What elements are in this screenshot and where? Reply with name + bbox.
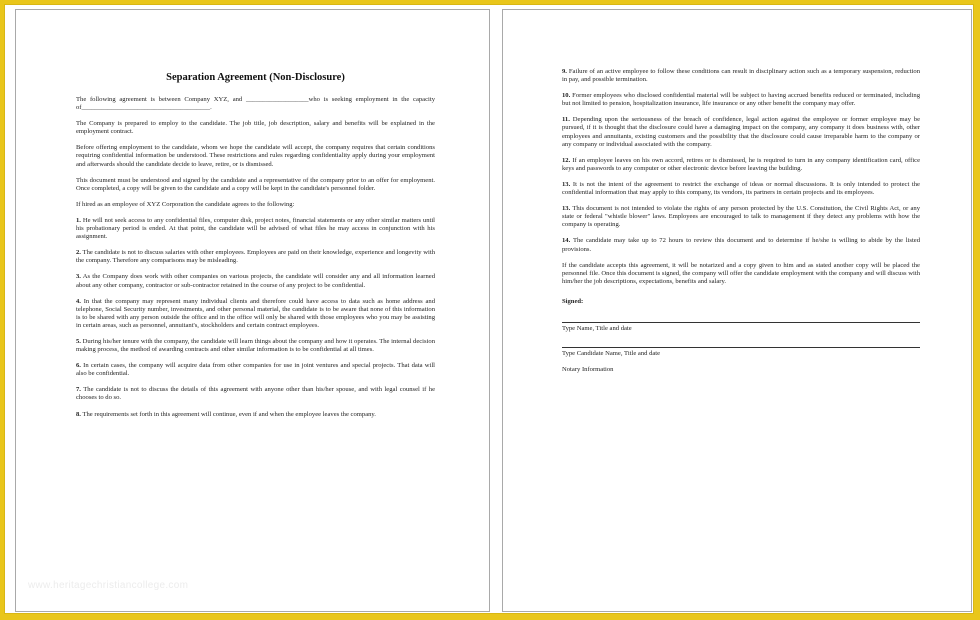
paragraph-text: The candidate may take up to 72 hours to review this document and to determine if he/she is willing to abide by the listed provisions.	[562, 237, 921, 253]
clause-number: 12.	[562, 156, 571, 164]
paragraph	[76, 338, 435, 354]
paragraph	[562, 237, 920, 253]
notary-label: Notary Information	[562, 366, 614, 374]
paragraph-text: The Company is prepared to employ to the candidate. The job title, job description, salary and benefits will be explained in the employment contract.	[76, 120, 435, 136]
clause-number: 6.	[76, 362, 81, 370]
paragraph	[76, 96, 435, 112]
paragraph-text: Failure of an active employee to follow these conditions can result in disciplinary action such as a temporary suspension, reduction in pay, and possible termination.	[562, 68, 920, 84]
paragraph	[76, 386, 435, 402]
clause-number: 4.	[76, 297, 81, 305]
paragraph	[562, 262, 920, 286]
clause-number: 7.	[76, 386, 81, 394]
paragraph-text: If the candidate accepts this agreement, it will be notarized and a copy given to him and as stated another copy will be placed the personnel file. Once this document is signed, the company will offer the candidate employment with the company and will discuss with him/her the job descriptions, expectations, benefits and salary.	[562, 261, 920, 285]
signature-line-2	[562, 347, 920, 348]
paragraph	[76, 120, 435, 136]
clause-number: 11.	[562, 116, 570, 124]
left-paragraphs	[76, 96, 435, 419]
paragraph-text: During his/her tenure with the company, the candidate will learn things about the company and how it operates. The internal decision making process, the method of awarding contracts and other similar information is to be confidential at all times.	[76, 337, 435, 354]
signature-label-2: Type Candidate Name, Title and date	[562, 350, 661, 358]
paragraph-text: This document is not intended to violate the rights of any person protected by the U.S. Consitution, the Civil Rights Act, or any state or federal "whistle blower" laws. Employees are encouraged to talk to management if they detect any problems with how the company is operating.	[562, 205, 921, 229]
paragraph-text: In that the company may represent many individual clients and therefore could have access to data such as home address and telephone, Social Security number, investments, and other personal material, the candidate is to be aware that none of this information is to be shared with any person outside the office and in the office will only be shared with those employees who you may be assisting in certain areas, such as personnel, annuitant's, stockholders and certain contract employees.	[76, 297, 436, 329]
paragraph-text: The candidate is not to discuss salaries with other employees. Employees are paid on their knowledge, experience and longevity with the company. Therefore any comparisons may be misleading.	[76, 249, 435, 265]
page-2	[502, 9, 972, 612]
paragraph	[76, 177, 435, 193]
paragraph	[562, 116, 920, 148]
paragraph	[76, 298, 435, 330]
signature-line-1	[562, 322, 920, 323]
paragraph	[76, 273, 435, 289]
right-paragraphs	[562, 68, 920, 286]
paragraph-text: He will not seek access to any confidential files, computer disk, project notes, financial statements or any other similar matters until his probationary period is ended. At that point, the candidate will be advised of what files he may access in conjunction with his assignment.	[76, 216, 435, 241]
paragraph-text: Before offering employment to the candidate, whom we hope the candidate will accept, the company requires that certain conditions requiring confidential information be understood. These restrictions and rules regarding confidentiality apply during your employment and afterwards should the candidate decide to leave, retire, or is dismissed.	[76, 144, 435, 168]
clause-number: 13.	[562, 180, 571, 188]
paragraph	[76, 411, 435, 419]
paragraph-text: Depending upon the seriousness of the breach of confidence, legal action against the employee or former employee may be pursued, if it is thought that the disclosure could have a damaging impact on the company, any company it does business with, other employees and annuitants, existing customers and the possibility that the disclosure could cause irreparable harm to the company or any company or individual associated with the company.	[562, 116, 920, 148]
paragraph-text: This document must be understood and signed by the candidate and a representative of the company prior to an offer for employment. Once completed, a copy will be given to the candidate and a copy will be kept in the candidate's personnel folder.	[76, 176, 435, 192]
paragraph	[562, 205, 920, 229]
paragraph	[562, 157, 920, 173]
paragraph	[76, 362, 435, 378]
paragraph	[76, 201, 435, 209]
paragraph	[562, 181, 920, 197]
clause-number: 13.	[562, 205, 571, 213]
clause-number: 8.	[76, 410, 81, 418]
page-1-content	[76, 68, 435, 427]
paragraph	[562, 68, 920, 84]
paragraph-text: In certain cases, the company will acquire data from other companies for use in joint ventures and special projects. That data will also be confidential.	[76, 362, 435, 378]
paragraph	[76, 249, 435, 265]
clause-number: 1.	[76, 216, 81, 224]
clause-number: 3.	[76, 273, 81, 281]
paragraph-text: The following agreement is between Company XYZ, and ___________________who is seeking employment in the capacity of_______________________________________.	[76, 96, 435, 112]
watermark-text: www.heritagechristiancollege.com	[28, 580, 189, 591]
signed-label: Signed:	[562, 297, 584, 305]
document-frame	[4, 4, 974, 614]
clause-number: 14.	[562, 237, 571, 245]
clause-number: 5.	[76, 337, 81, 345]
clause-number: 2.	[76, 249, 81, 257]
paragraph-text: If an employee leaves on his own accord, retires or is dismissed, he is required to turn in any company identification card, office keys and passwords to any computer or other electronic device before leaving the building.	[562, 156, 920, 172]
clause-number: 10.	[562, 92, 571, 100]
paragraph-text: It is not the intent of the agreement to restrict the exchange of ideas or normal discussions. It is only intended to protect the confidential information that may apply to this company, its vendors, its partners in certain projects and its employees.	[562, 180, 920, 197]
paragraph-text: If hired as an employee of XYZ Corporation the candidate agrees to the following:	[76, 200, 295, 208]
paragraph-text: As the Company does work with other companies on various projects, the candidate will consider any and all information learned about any other company, contractor or sub-contractor retained in the course of any project to be confidential.	[76, 273, 435, 289]
page-2-content	[562, 68, 920, 388]
document-title: Separation Agreement (Non-Disclosure)	[166, 72, 345, 83]
paragraph-text: Former employees who disclosed confidential material will be subject to having accrued benefits reduced or terminated, including but not limited to pension, hospitalization insurance, life insurance or any other benefit the company may offer.	[562, 92, 920, 108]
paragraph	[562, 92, 920, 108]
clause-number: 9.	[562, 68, 567, 75]
page-1	[15, 9, 490, 612]
paragraph	[76, 217, 435, 241]
paragraph-text: The requirements set forth in this agreement will continue, even if and when the employee leaves the company.	[82, 410, 376, 418]
signature-label-1: Type Name, Title and date	[562, 324, 632, 332]
paragraph	[76, 144, 435, 168]
paragraph-text: The candidate is not to discuss the details of this agreement with anyone other than his/her spouse, and with legal counsel if he chooses to do so.	[76, 386, 435, 402]
